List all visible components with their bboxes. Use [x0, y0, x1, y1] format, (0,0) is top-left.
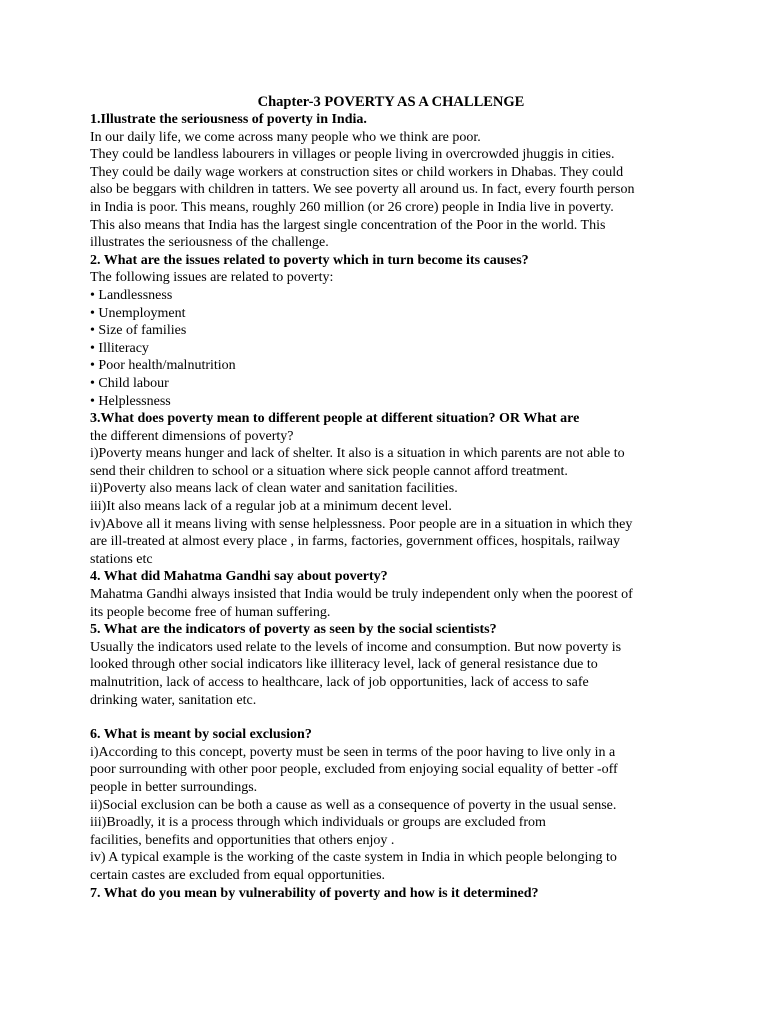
text-line: • Size of families: [90, 323, 187, 339]
chapter-name: POVERTY AS A CHALLENGE: [320, 94, 525, 110]
text-line: also be beggars with children in tatters. We see poverty all around us. In fact, every fourth person: [90, 182, 635, 198]
text-line: i)Poverty means hunger and lack of shelter. It also is a situation in which parents are not able to: [90, 446, 625, 462]
text-line: They could be daily wage workers at construction sites or child workers in Dhabas. They could: [90, 164, 624, 180]
question-heading: 7. What do you mean by vulnerability of poverty and how is it determined?: [90, 885, 539, 901]
text-line: This also means that India has the largest single concentration of the Poor in the world. This: [90, 217, 606, 233]
text-line: • Unemployment: [90, 305, 186, 321]
text-line: ii)Poverty also means lack of clean water and sanitation facilities.: [90, 481, 458, 497]
text-line: its people become free of human suffering.: [90, 604, 331, 620]
text-line: iii)Broadly, it is a process through which individuals or groups are excluded from: [90, 815, 546, 831]
text-line: send their children to school or a situation where sick people cannot afford treatment.: [90, 463, 568, 479]
question-heading: 3.What does poverty mean to different people at different situation? OR What are: [90, 411, 580, 427]
text-line: the different dimensions of poverty?: [90, 428, 294, 444]
text-line: ii)Social exclusion can be both a cause as well as a consequence of poverty in the usual sense.: [90, 797, 617, 813]
text-line: malnutrition, lack of access to healthcare, lack of job opportunities, lack of access to safe: [90, 675, 589, 690]
text-line: • Poor health/malnutrition: [90, 358, 236, 374]
chapter-title: [90, 93, 690, 111]
text-line: In our daily life, we come across many people who we think are poor.: [90, 129, 481, 145]
text-line: • Illiteracy: [90, 340, 149, 356]
text-line: iii)It also means lack of a regular job at a minimum decent level.: [90, 499, 452, 515]
text-line: Usually the indicators used relate to the levels of income and consumption. But now poverty is: [90, 639, 622, 655]
text-line: facilities, benefits and opportunities that others enjoy .: [90, 832, 395, 848]
blank-line: [90, 709, 690, 726]
question-heading: 1.Illustrate the seriousness of poverty in India.: [90, 112, 367, 127]
text-line: people in better surroundings.: [90, 779, 258, 795]
question-heading: 4. What did Mahatma Gandhi say about poverty?: [90, 569, 388, 585]
text-line: Mahatma Gandhi always insisted that India would be truly independent only when the poorest of: [90, 587, 633, 603]
text-line: iv) A typical example is the working of the caste system in India in which people belonging to: [90, 850, 617, 866]
text-line: illustrates the seriousness of the challenge.: [90, 235, 329, 251]
question-heading: 2. What are the issues related to poverty which in turn become its causes?: [90, 252, 529, 268]
text-line: poor surrounding with other poor people, excluded from enjoying social equality of better -off: [90, 762, 618, 778]
text-line: • Helplessness: [90, 393, 171, 409]
text-line: The following issues are related to poverty:: [90, 270, 334, 286]
question-heading: 6. What is meant by social exclusion?: [90, 727, 312, 743]
text-line: are ill-treated at almost every place , in farms, factories, government offices, hospitals, railway: [90, 534, 620, 550]
chapter-number: Chapter-3: [257, 94, 321, 110]
text-line: i)According to this concept, poverty must be seen in terms of the poor having to live only in a: [90, 744, 616, 760]
document-text: [90, 111, 690, 902]
text-line: • Landlessness: [90, 287, 173, 303]
document-body: [90, 93, 690, 902]
text-line: stations etc: [90, 551, 153, 567]
text-line: drinking water, sanitation etc.: [90, 692, 257, 708]
text-line: looked through other social indicators like illiteracy level, lack of general resistance due to: [90, 657, 598, 673]
text-line: • Child labour: [90, 375, 169, 391]
text-line: They could be landless labourers in villages or people living in overcrowded jhuggis in cities.: [90, 147, 615, 163]
text-line: in India is poor. This means, roughly 260 million (or 26 crore) people in India live in poverty.: [90, 199, 614, 215]
question-heading: 5. What are the indicators of poverty as seen by the social scientists?: [90, 622, 497, 638]
text-line: certain castes are excluded from equal opportunities.: [90, 867, 386, 883]
text-line: iv)Above all it means living with sense helplessness. Poor people are in a situation in which they: [90, 516, 633, 532]
